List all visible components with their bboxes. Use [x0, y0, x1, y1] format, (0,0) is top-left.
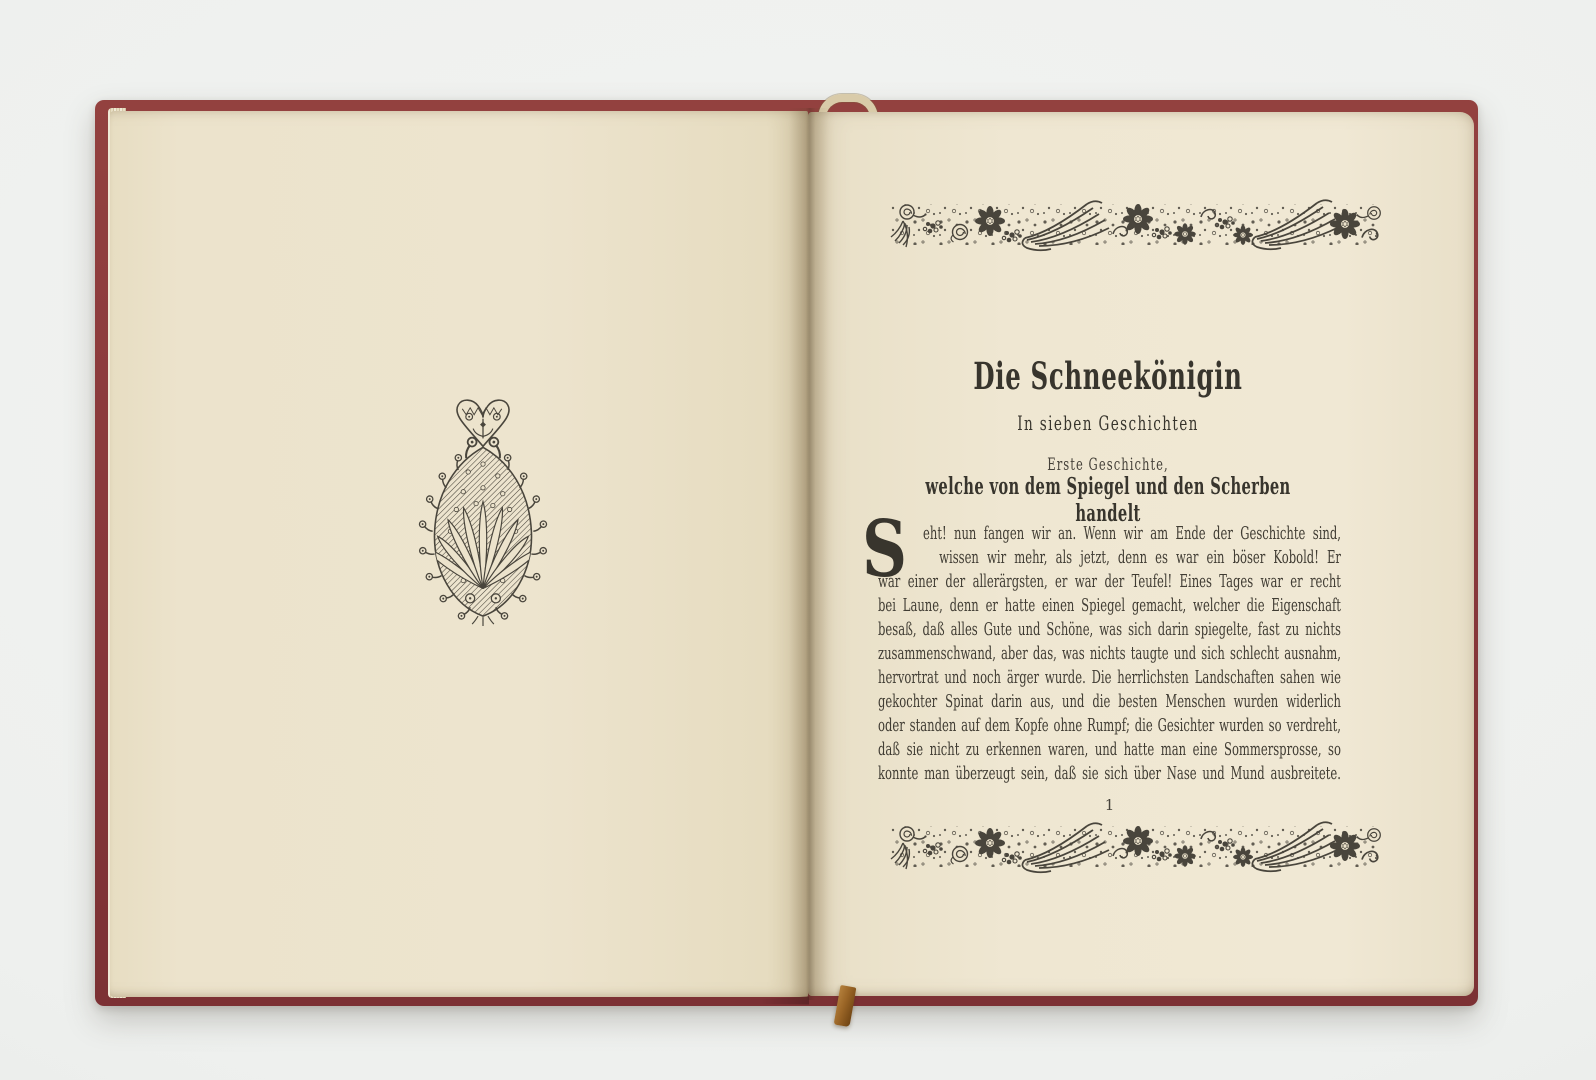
body-line: besaß, daß alles Gute und Schöne, was sich darin spiegelte, fast zu nichts — [878, 619, 1341, 640]
body-line: gekochter Spinat darin aus, und die besten Menschen wurden widerlich — [878, 691, 1341, 712]
page-title: Die Schneekönigin — [973, 354, 1243, 398]
left-page — [110, 111, 808, 997]
right-page — [808, 112, 1474, 996]
body-line: eht! nun fangen wir an. Wenn wir am Ende der Geschichte sind, — [923, 523, 1341, 544]
body-line: hervortrat und noch ärger wurde. Die herrlichsten Landschaften sahen wie — [878, 667, 1341, 688]
peacock-feather-ornament-icon — [408, 393, 558, 626]
body-line: bei Laune, denn er hatte einen Spiegel gemacht, welcher die Eigenschaft — [878, 595, 1341, 616]
open-book — [95, 100, 1478, 1006]
body-line: daß sie nicht zu erkennen waren, und hatte man eine Sommersprosse, so — [878, 739, 1341, 760]
body-line: wissen wir mehr, als jetzt, denn es war ein böser Kobold! Er — [939, 547, 1341, 568]
page-subtitle: In sieben Geschichten — [1017, 411, 1199, 435]
body-line: oder standen auf dem Kopfe ohne Rumpf; die Gesichter wurden so verdreht, — [878, 715, 1341, 736]
floral-border-top-icon — [885, 194, 1385, 254]
chapter-heading: Erste Geschichte, — [1047, 455, 1169, 474]
body-line: zusammenschwand, aber das, was nichts taugte und sich schlecht ausnahm, — [878, 643, 1341, 664]
cover-edge-sliver — [721, 996, 809, 1005]
chapter-subheading: welche von dem Spiegel und den Scherben handelt — [925, 473, 1291, 527]
floral-border-bottom-icon — [885, 816, 1385, 876]
body-line: war einer der allerärgsten, er war der Teufel! Eines Tages war er recht — [878, 571, 1341, 592]
body-line: konnte man überzeugt sein, daß sie sich über Nase und Mund ausbreitete. — [878, 763, 1341, 784]
drop-cap-initial: S — [862, 504, 908, 595]
page-number: 1 — [1104, 796, 1115, 814]
body-text — [878, 522, 1341, 786]
